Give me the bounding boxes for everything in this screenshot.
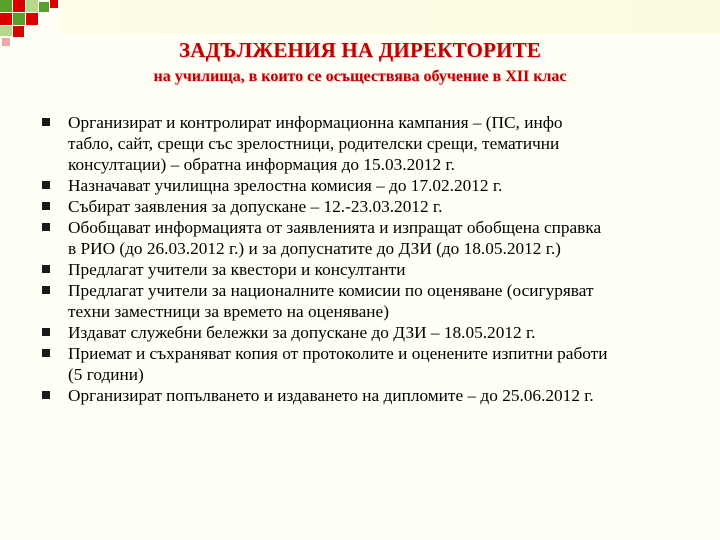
list-item-line: Обобщават информацията от заявленията и изпращат обобщена справка [68, 218, 602, 237]
corner-square-decoration [0, 13, 12, 25]
list-item-line: техни заместници за времето на оценяване) [68, 302, 389, 321]
slide-subtitle: на училища, в които се осъществява обучение в XII клас [153, 68, 567, 85]
list-item-line: табло, сайт, срещи със зрелостници, родителски срещи, тематични [68, 134, 560, 153]
list-item-line: Предлагат учители за квестори и консултанти [68, 260, 406, 279]
list-item [40, 259, 680, 280]
corner-square-decoration [0, 26, 12, 36]
list-item [40, 196, 680, 217]
square-bullet-icon [42, 349, 50, 357]
corner-square-decoration [13, 26, 24, 37]
duties-list [40, 112, 680, 406]
square-bullet-icon [42, 118, 50, 126]
list-item-line: Назначават училищна зрелостна комисия – до 17.02.2012 г. [68, 176, 503, 195]
list-item-line: консултации) – обратна информация до 15.03.2012 г. [68, 155, 455, 174]
list-item [40, 343, 680, 385]
top-decorative-band [60, 0, 720, 34]
list-item [40, 175, 680, 196]
list-item [40, 385, 680, 406]
slide-title: ЗАДЪЛЖЕНИЯ НА ДИРЕКТОРИТЕ [178, 38, 542, 62]
square-bullet-icon [42, 328, 50, 336]
list-item-line: Приемат и съхраняват копия от протоколите и оценените изпитни работи [68, 344, 608, 363]
list-item-line: в РИО (до 26.03.2012 г.) и за допуснатите до ДЗИ (до 18.05.2012 г.) [68, 239, 561, 258]
corner-square-decoration [13, 13, 25, 25]
square-bullet-icon [42, 181, 50, 189]
square-bullet-icon [42, 391, 50, 399]
square-bullet-icon [42, 223, 50, 231]
list-item [40, 280, 680, 322]
list-item-line: (5 години) [68, 365, 144, 384]
list-item-line: Предлагат учители за националните комисии по оценяване (осигуряват [68, 281, 594, 300]
list-item [40, 217, 680, 259]
list-item-line: Организират и контролират информационна кампания – (ПС, инфо [68, 113, 563, 132]
square-bullet-icon [42, 286, 50, 294]
corner-square-decoration [13, 0, 25, 12]
corner-square-decoration [0, 0, 12, 12]
corner-square-decoration [26, 0, 38, 12]
list-item-line: Издават служебни бележки за допускане до ДЗИ – 18.05.2012 г. [68, 323, 536, 342]
corner-square-decoration [50, 0, 58, 8]
corner-square-decoration [26, 13, 38, 25]
list-item-line: Организират попълването и издаването на дипломите – до 25.06.2012 г. [68, 386, 594, 405]
corner-square-decoration [39, 2, 49, 12]
square-bullet-icon [42, 265, 50, 273]
list-item [40, 112, 680, 175]
list-item-line: Събират заявления за допускане – 12.-23.03.2012 г. [68, 197, 443, 216]
square-bullet-icon [42, 202, 50, 210]
list-item [40, 322, 680, 343]
